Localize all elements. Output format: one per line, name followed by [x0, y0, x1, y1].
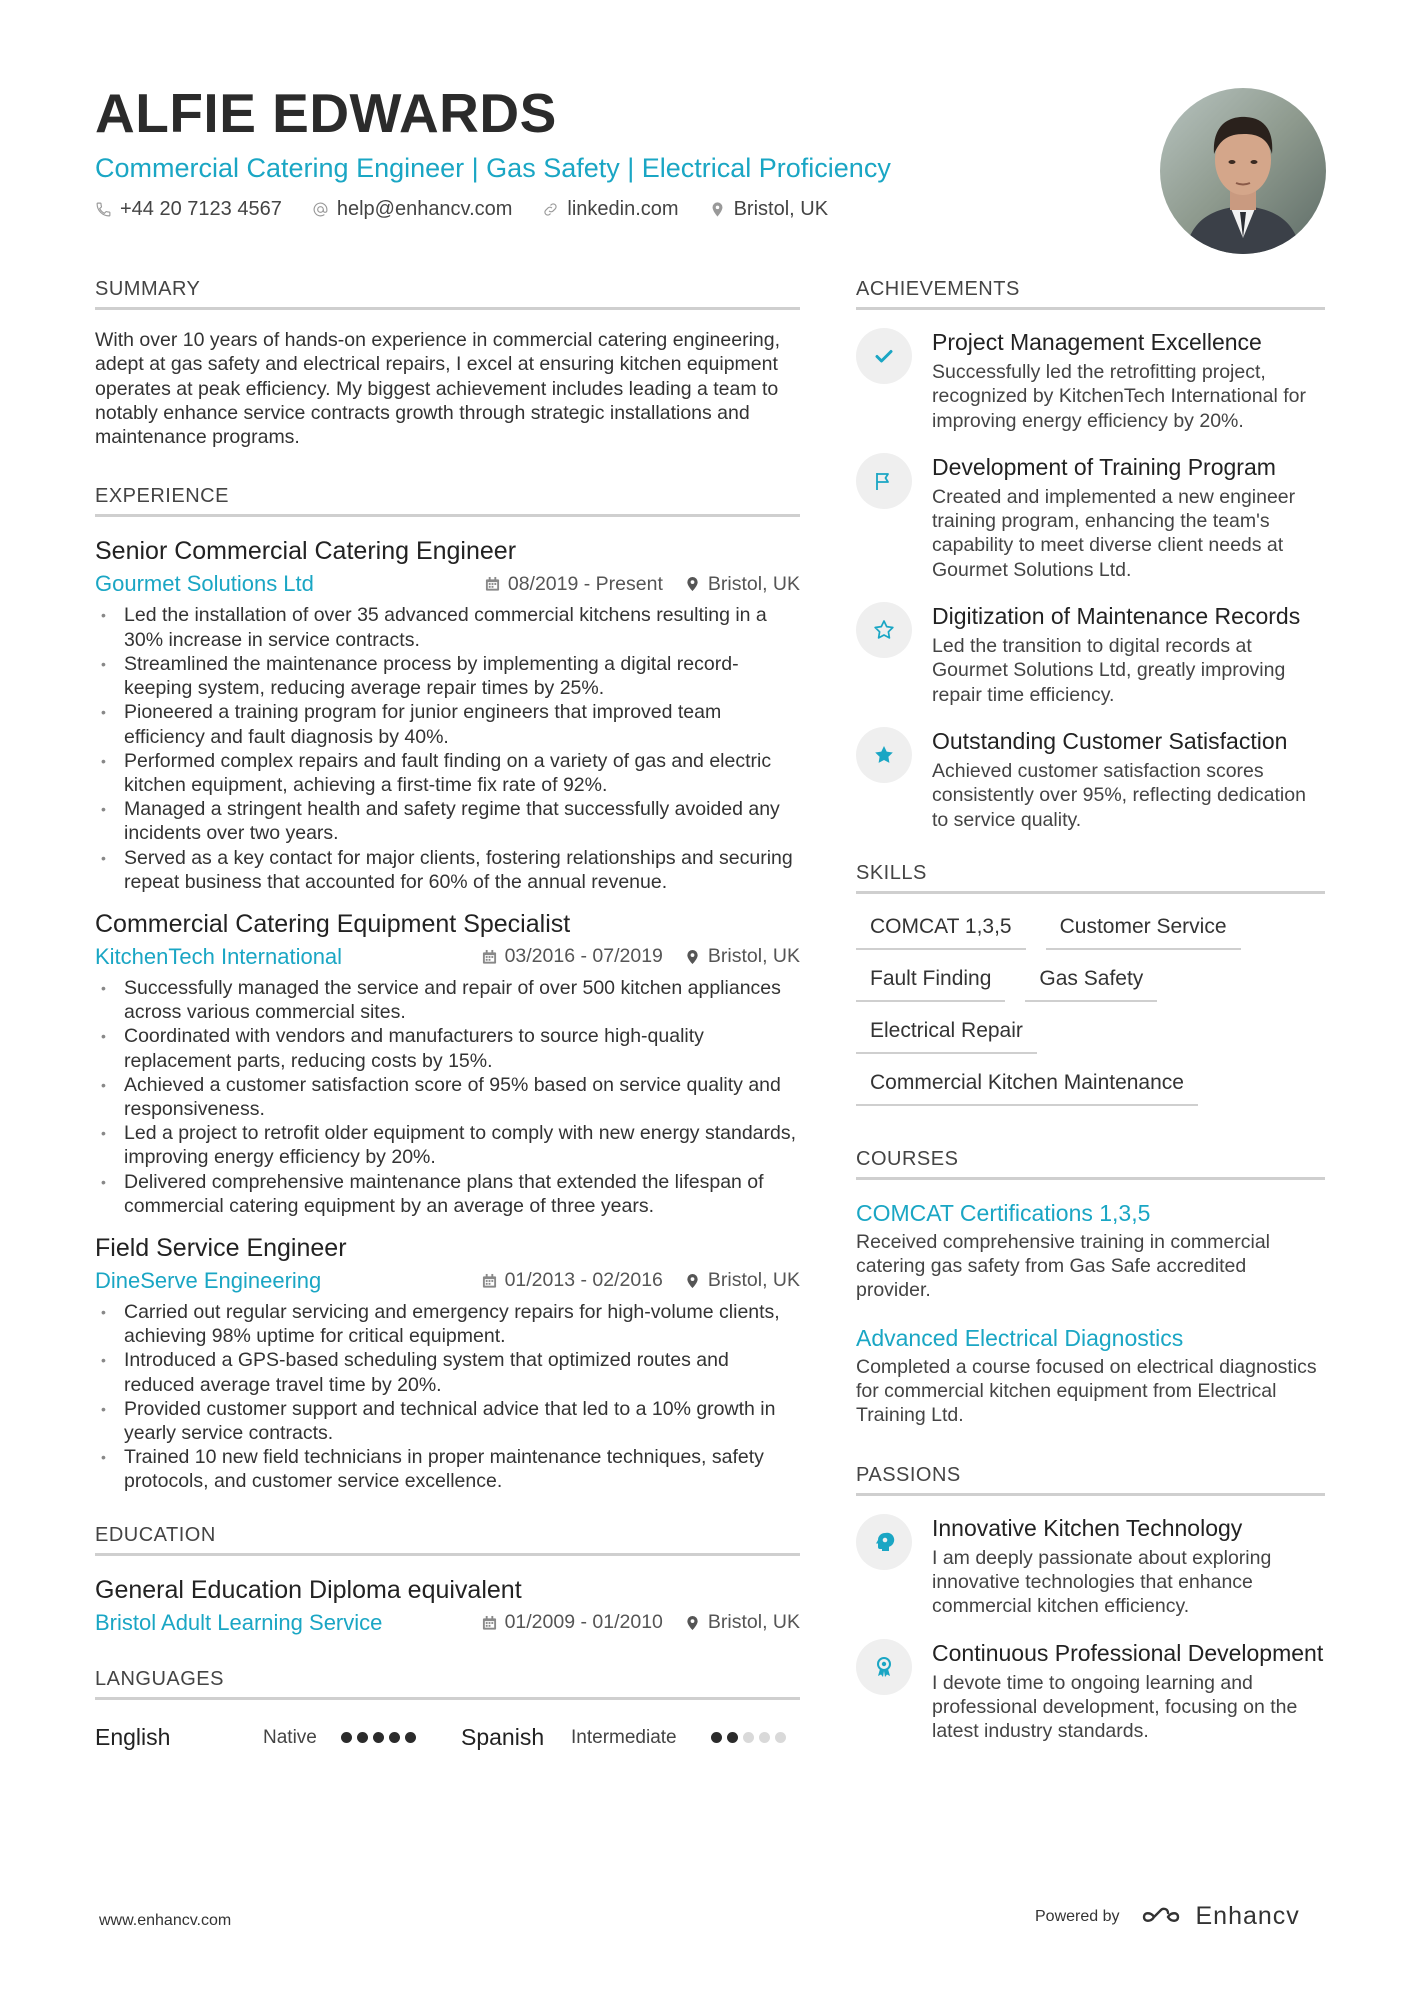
bullet-item: • Streamlined the maintenance process by implementing a digital record-keeping system, reducing average repair times by 25%. [95, 652, 800, 700]
course-title: Advanced Electrical Diagnostics [856, 1324, 1184, 1351]
award-icon [856, 1639, 912, 1695]
job-entry [95, 1232, 800, 1494]
achievement-item [856, 328, 1325, 433]
enhancv-logo[interactable] [1142, 1902, 1300, 1931]
course-desc: Received comprehensive training in commercial catering gas safety from Gas Safe accredited provider. [856, 1230, 1271, 1302]
section-title: LANGUAGES [95, 1668, 800, 1700]
bullet-item: • Coordinated with vendors and manufacturers to source high-quality replacement parts, reducing costs by 15%. [95, 1024, 800, 1072]
dot-empty [775, 1732, 786, 1743]
achievement-item [856, 727, 1325, 832]
skill-tag: Customer Service [1046, 912, 1241, 950]
flag-icon [856, 453, 912, 509]
location-text: Bristol, UK [733, 198, 829, 220]
dates-text: 01/2013 - 02/2016 [504, 1269, 663, 1292]
proficiency-dots [341, 1732, 461, 1743]
course-item [856, 1323, 1325, 1428]
section-title: SUMMARY [95, 278, 800, 310]
course-title: COMCAT Certifications 1,3,5 [856, 1199, 1151, 1226]
location-text: Bristol, UK [707, 945, 800, 968]
section-title: COURSES [856, 1148, 1325, 1180]
summary-text: With over 10 years of hands-on experience in commercial catering engineering, adept at gas safety and electrical repairs, I excel at ensuring kitchen equipment operates at peak efficiency. My biggest achievement includes leading a team to notably enhance service contracts growth through strategic installations and maintenance programs. [95, 329, 781, 449]
passions-section [856, 1464, 1325, 1744]
section-title: EXPERIENCE [95, 485, 800, 517]
dates-text: 03/2016 - 07/2019 [504, 945, 663, 968]
dot-filled [405, 1732, 416, 1743]
contact-email[interactable] [312, 198, 513, 221]
calendar-icon [482, 949, 497, 965]
education-section [95, 1524, 800, 1638]
company-name: Gourmet Solutions Ltd [95, 571, 314, 597]
section-title: PASSIONS [856, 1464, 1325, 1496]
course-desc: Completed a course focused on electrical diagnostics for commercial kitchen equipment from Electrical Training Ltd. [856, 1355, 1317, 1427]
language-name: English [95, 1724, 171, 1751]
bullet-item: • Successfully managed the service and repair of over 500 kitchen appliances across various commercial sites. [95, 976, 800, 1024]
achievement-title: Outstanding Customer Satisfaction [932, 727, 1288, 754]
achievements-section [856, 278, 1325, 832]
language-level: Native [263, 1726, 317, 1748]
passion-title: Innovative Kitchen Technology [932, 1514, 1243, 1541]
at-icon [312, 201, 329, 218]
company-name: DineServe Engineering [95, 1267, 322, 1293]
bullet-item: • Delivered comprehensive maintenance plans that extended the lifespan of commercial catering equipment by an average of three years. [95, 1170, 800, 1218]
job-title: Senior Commercial Catering Engineer [95, 537, 517, 566]
footer-website[interactable]: www.enhancv.com [99, 1912, 232, 1929]
location-text: Bristol, UK [707, 572, 800, 595]
passion-item [856, 1639, 1325, 1744]
brand-name: Enhancv [1195, 1902, 1300, 1930]
courses-section [856, 1148, 1325, 1428]
dot-filled [389, 1732, 400, 1743]
phone-icon [95, 201, 112, 218]
section-title: EDUCATION [95, 1524, 800, 1556]
dot-filled [373, 1732, 384, 1743]
proficiency-dots [711, 1732, 786, 1743]
bullet-item: • Trained 10 new field technicians in proper maintenance techniques, safety protocols, and customer service excellence. [95, 1445, 800, 1493]
section-title: ACHIEVEMENTS [856, 278, 1325, 310]
bullet-item: • Performed complex repairs and fault finding on a variety of gas and electric kitchen equipment, achieving a first-time fix rate of 92%. [95, 749, 800, 797]
bullet-item: • Carried out regular servicing and emergency repairs for high-volume clients, achieving 98% uptime for critical equipment. [95, 1300, 800, 1348]
job-title: Field Service Engineer [95, 1233, 347, 1262]
dates-text: 08/2019 - Present [507, 572, 663, 595]
job-dates [482, 945, 663, 968]
star-filled-icon [856, 727, 912, 783]
bullet-item: • Pioneered a training program for junior engineers that improved team efficiency and fault diagnosis by 40%. [95, 700, 800, 748]
phone-text: +44 20 7123 4567 [120, 198, 282, 220]
achievement-desc: Achieved customer satisfaction scores consistently over 95%, reflecting dedication to service quality. [932, 759, 1306, 831]
dot-empty [743, 1732, 754, 1743]
company-name: KitchenTech International [95, 943, 343, 969]
bullet-item: • Introduced a GPS-based scheduling system that optimized routes and reduced average travel time by 20%. [95, 1348, 800, 1396]
degree-title: General Education Diploma equivalent [95, 1575, 522, 1604]
education-dates [482, 1611, 663, 1634]
job-entry [95, 535, 800, 893]
skill-tag: COMCAT 1,3,5 [856, 912, 1026, 950]
dot-filled [711, 1732, 722, 1743]
contact-linkedin[interactable] [542, 198, 678, 221]
language-name: Spanish [461, 1724, 545, 1751]
location-text: Bristol, UK [707, 1611, 800, 1634]
dot-empty [759, 1732, 770, 1743]
location-pin-icon [685, 949, 700, 965]
calendar-icon [485, 576, 500, 592]
passion-title: Continuous Professional Development [932, 1639, 1324, 1666]
location-pin-icon [685, 1273, 700, 1289]
dates-text: 01/2009 - 01/2010 [504, 1611, 663, 1634]
link-icon [542, 201, 559, 218]
brain-icon [856, 1514, 912, 1570]
location-pin-icon [709, 201, 726, 218]
email-text: help@enhancv.com [336, 198, 513, 220]
dot-filled [341, 1732, 352, 1743]
achievement-item [856, 453, 1325, 582]
job-entry [95, 908, 800, 1218]
infinity-logo-icon [1142, 1905, 1188, 1929]
achievement-desc: Created and implemented a new engineer training program, enhancing the team's capability to meet diverse client needs at Gourmet Solutions Ltd. [932, 485, 1296, 581]
experience-section [95, 485, 800, 1493]
contact-phone[interactable] [95, 198, 282, 221]
skill-tag: Electrical Repair [856, 1016, 1037, 1054]
job-location [685, 1269, 800, 1292]
skills-section [856, 862, 1325, 1106]
job-location [685, 573, 800, 596]
skill-tag: Commercial Kitchen Maintenance [856, 1068, 1198, 1106]
education-location [685, 1611, 800, 1634]
contact-location [709, 198, 828, 221]
job-bullets [95, 1300, 800, 1494]
passion-desc: I am deeply passionate about exploring innovative technologies that enhance commercial kitchen efficiency. [932, 1546, 1272, 1618]
job-location [685, 945, 800, 968]
left-column [95, 278, 800, 1758]
contact-bar [95, 198, 1095, 221]
course-item [856, 1198, 1325, 1303]
achievement-desc: Successfully led the retrofitting project, recognized by KitchenTech International for improving energy efficiency by 20%. [932, 361, 1306, 432]
job-dates [485, 573, 663, 596]
passion-item [856, 1514, 1325, 1619]
job-bullets [95, 603, 800, 893]
bullet-item: • Managed a stringent health and safety regime that successfully avoided any incidents over two years. [95, 797, 800, 845]
skill-tag: Fault Finding [856, 964, 1005, 1002]
bullet-item: • Achieved a customer satisfaction score of 95% based on service quality and responsiveness. [95, 1073, 800, 1121]
job-title: Commercial Catering Equipment Specialist [95, 909, 571, 938]
bullet-item: • Provided customer support and technical advice that led to a 10% growth in yearly service contracts. [95, 1397, 800, 1445]
linkedin-text: linkedin.com [567, 198, 679, 220]
languages-section [95, 1668, 800, 1758]
achievement-title: Digitization of Maintenance Records [932, 603, 1301, 630]
location-text: Bristol, UK [707, 1269, 800, 1292]
star-outline-icon [856, 602, 912, 658]
bullet-item: • Led a project to retrofit older equipment to comply with new energy standards, improving energy efficiency by 20%. [95, 1121, 800, 1169]
job-bullets [95, 976, 800, 1218]
school-name: Bristol Adult Learning Service [95, 1609, 383, 1635]
language-level: Intermediate [571, 1726, 677, 1748]
skill-tag: Gas Safety [1025, 964, 1157, 1002]
footer-branding [1035, 1902, 1300, 1931]
candidate-name: ALFIE EDWARDS [95, 82, 557, 144]
profile-photo [1160, 88, 1326, 254]
bullet-item: • Led the installation of over 35 advanced commercial kitchens resulting in a 30% increase in service contracts. [95, 603, 800, 651]
bullet-item: • Served as a key contact for major clients, fostering relationships and securing repeat business that accounted for 60% of the annual revenue. [95, 846, 800, 894]
location-pin-icon [685, 576, 700, 592]
passion-desc: I devote time to ongoing learning and professional development, focusing on the latest industry standards. [932, 1671, 1298, 1743]
job-dates [482, 1269, 663, 1292]
achievement-title: Development of Training Program [932, 453, 1276, 480]
right-column [856, 278, 1325, 1763]
resume-header [95, 78, 1095, 221]
summary-section [95, 278, 800, 449]
calendar-icon [482, 1273, 497, 1289]
check-icon [856, 328, 912, 384]
achievement-item [856, 602, 1325, 707]
section-title: SKILLS [856, 862, 1325, 894]
headline: Commercial Catering Engineer | Gas Safety | Electrical Proficiency [95, 153, 891, 183]
calendar-icon [482, 1615, 497, 1631]
dot-filled [357, 1732, 368, 1743]
location-pin-icon [685, 1615, 700, 1631]
powered-by-text: Powered by [1035, 1907, 1120, 1925]
achievement-title: Project Management Excellence [932, 329, 1262, 355]
achievement-desc: Led the transition to digital records at Gourmet Solutions Ltd, greatly improving repair time efficiency. [932, 635, 1286, 706]
dot-filled [727, 1732, 738, 1743]
